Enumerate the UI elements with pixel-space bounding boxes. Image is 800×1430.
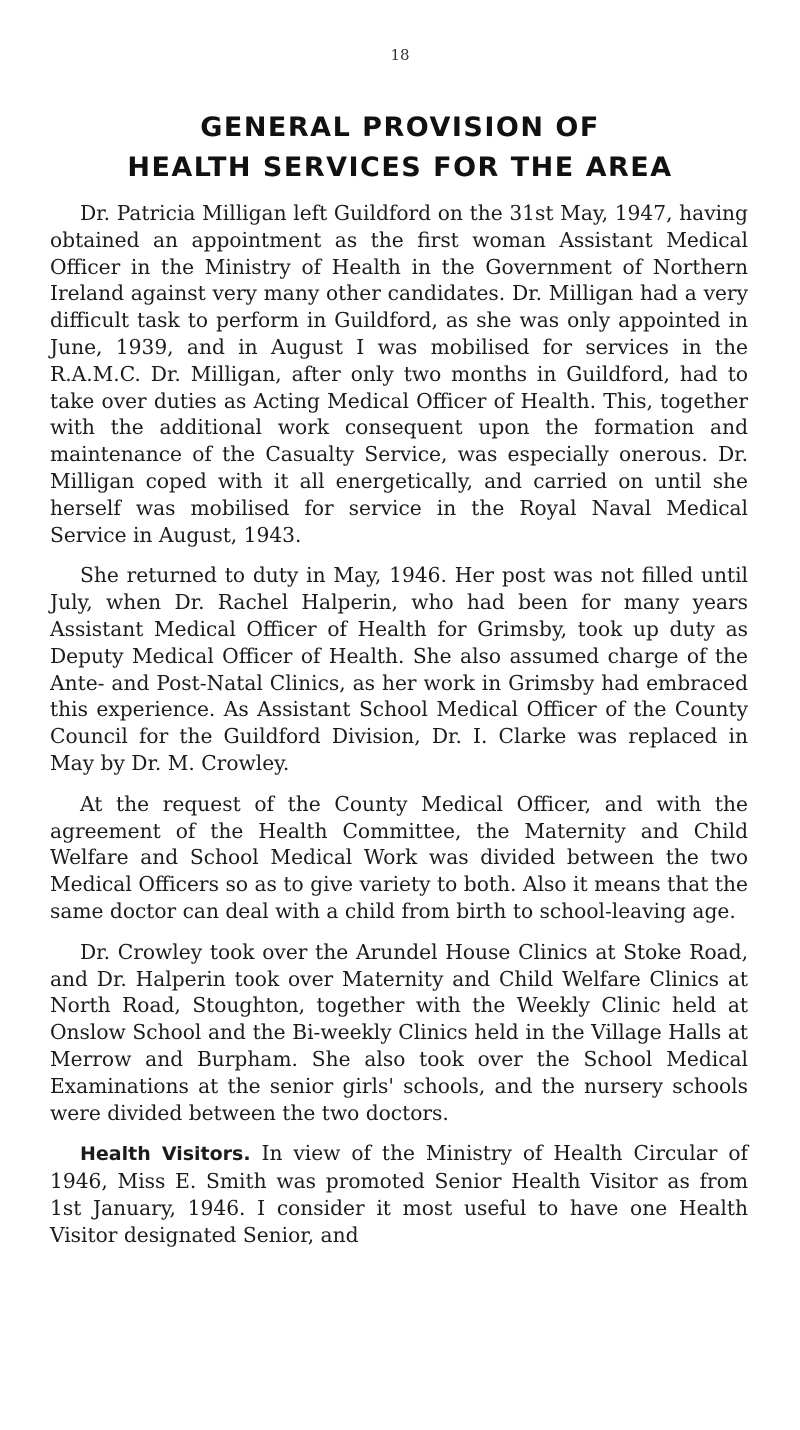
health-visitors-text: In view of the Ministry of Health Circular of 1946, Miss E. Smith was promoted Senior Health Visitor as from 1st January, 1946. I consider it most useful to have one Health Visitor designated Senior, and (50, 1141, 748, 1247)
paragraph-halperin: She returned to duty in May, 1946. Her post was not filled until July, when Dr. Rachel Halperin, who had been for many years Assistant Medical Officer of Health for Grimsby, took up duty as Deputy Medical Officer of Health. She also assumed charge of the Ante- and Post-Natal Clinics, as her work in Grimsby had embraced this experience. As Assistant School Medical Officer of the County Council for the Guildford Division, Dr. I. Clarke was replaced in May by Dr. M. Crowley. (50, 563, 748, 775)
section-heading-line-1: GENERAL PROVISION OF (200, 112, 600, 143)
paragraph-health-visitors (50, 1140, 748, 1248)
health-visitors-heading: Health Visitors. (80, 1143, 251, 1166)
paragraph-division-of-work: At the request of the County Medical Officer, and with the agreement of the Health Committee, the Maternity and Child Welfare and School Medical Work was divided between the two Medical Officers so as to give variety to both. Also it means that the same doctor can deal with a child from birth to school-leaving age. (50, 791, 748, 923)
paragraph-clinics: Dr. Crowley took over the Arundel House Clinics at Stoke Road, and Dr. Halperin took over Maternity and Child Welfare Clinics at North Road, Stoughton, together with the Weekly Clinic held at Onslow School and the Bi-weekly Clinics held in the Village Halls at Merrow and Burpham. She also took over the School Medical Examinations at the senior girls' schools, and the nursery schools were divided between the two doctors. (50, 939, 748, 1125)
body-text (50, 200, 748, 1262)
page-number: 18 (390, 46, 410, 64)
paragraph-milligan: Dr. Patricia Milligan left Guildford on the 31st May, 1947, having obtained an appointment as the first woman Assistant Medical Officer in the Ministry of Health in the Government of Northern Ireland against very many other candidates. Dr. Milligan had a very difficult task to perform in Guildford, as she was only appointed in June, 1939, and in August I was mobilised for services in the R.A.M.C. Dr. Milligan, after only two months in Guildford, had to take over duties as Acting Medical Officer of Health. This, together with the additional work consequent upon the formation and maintenance of the Casualty Service, was especially onerous. Dr. Milligan coped with it all energetically, and carried on until she herself was mobilised for service in the Royal Naval Medical Service in August, 1943. (50, 201, 748, 547)
section-heading-line-2: HEALTH SERVICES FOR THE AREA (127, 152, 673, 183)
